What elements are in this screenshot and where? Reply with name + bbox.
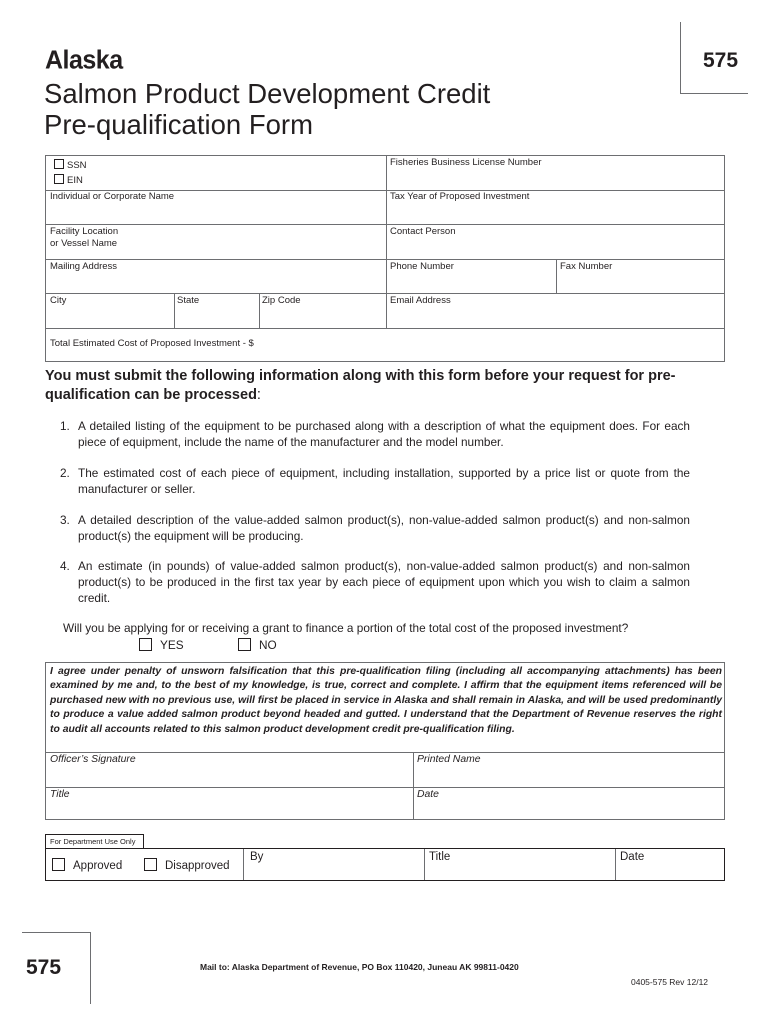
grid-divider (46, 224, 724, 225)
form-title-line-2: Pre-qualification Form (44, 109, 313, 140)
facility-label-line-2: or Vessel Name (50, 238, 118, 249)
grant-yes-label: YES (160, 638, 184, 652)
grid-divider (46, 259, 724, 260)
ein-checkbox[interactable] (54, 174, 64, 184)
requirement-number: 2. (60, 466, 70, 480)
ssn-label: SSN (67, 160, 87, 171)
requirement-number: 1. (60, 419, 70, 433)
grant-no-option[interactable] (238, 638, 277, 652)
fisheries-license-field[interactable]: Fisheries Business License Number (390, 157, 542, 168)
revision-number: 0405-575 Rev 12/12 (631, 977, 709, 987)
approved-option[interactable] (52, 858, 122, 872)
grant-no-checkbox[interactable] (238, 638, 251, 651)
grid-divider (46, 328, 724, 329)
grid-divider (259, 293, 260, 328)
state-field[interactable]: State (177, 295, 200, 306)
department-divider (615, 849, 616, 880)
department-date-field[interactable]: Date (620, 851, 645, 863)
declaration-box (45, 662, 725, 820)
name-field[interactable]: Individual or Corporate Name (50, 191, 175, 202)
declaration-divider (46, 752, 724, 753)
requirement-text: A detailed listing of the equipment to be purchased along with a description of what the equipment does. For each piece of equipment, include the name of the manufacturer and the model number. (78, 419, 690, 449)
facility-field[interactable] (50, 226, 118, 250)
approved-label: Approved (73, 860, 123, 872)
ein-option[interactable] (54, 174, 83, 187)
phone-field[interactable]: Phone Number (390, 261, 454, 272)
grid-divider (174, 293, 175, 328)
grant-yes-option[interactable] (139, 638, 184, 652)
city-field[interactable]: City (50, 295, 67, 306)
tax-year-field[interactable]: Tax Year of Proposed Investment (390, 191, 530, 202)
zip-field[interactable]: Zip Code (262, 295, 301, 306)
fax-field[interactable]: Fax Number (560, 261, 613, 272)
mailing-address-field[interactable]: Mailing Address (50, 261, 118, 272)
grant-yes-checkbox[interactable] (139, 638, 152, 651)
declaration-text: I agree under penalty of unsworn falsification that this pre-qualification filing (including all accompanying attachments) has been examined by me and, to the best of my knowledge, is true, correct and complete. I affirm that the equipment items referenced will be purchased new with no previous use, will first be placed in service in Alaska and shall remain in Alaska, and will be used predominantly to produce a value added salmon product beyond headed and gutted. I understand that the Department of Revenue reserves the right to audit all accounts related to this salmon product development credit pre-qualification filing. (50, 666, 722, 735)
form-number: 575 (703, 49, 739, 72)
requirement-text: A detailed description of the value-added salmon product(s), non-value-added salmon product(s) and non-salmon product(s) the equipment will be producing. (78, 513, 690, 543)
department-by-field[interactable]: By (250, 851, 264, 863)
date-field[interactable]: Date (417, 789, 439, 800)
requirement-text: An estimate (in pounds) of value-added salmon product(s), non-value-added salmon product(s) and non-salmon product(s) to be produced in the first tax year by each piece of equipment upon which you wish to claim a salmon credit. (78, 559, 690, 605)
disapproved-option[interactable] (144, 858, 230, 872)
department-use-box (45, 848, 725, 881)
officer-signature-field[interactable]: Officer’s Signature (50, 754, 136, 765)
grid-divider (46, 293, 724, 294)
grant-no-label: NO (259, 638, 277, 652)
contact-person-field[interactable]: Contact Person (390, 226, 456, 237)
ein-label: EIN (67, 175, 83, 186)
requirement-item (60, 418, 690, 450)
ssn-option[interactable] (54, 159, 87, 172)
approved-checkbox[interactable] (52, 858, 65, 871)
department-use-tab: For Department Use Only (45, 834, 144, 848)
declaration-divider (413, 752, 414, 819)
requirement-text: The estimated cost of each piece of equipment, including installation, supported by a price list or quote from the manufacturer or seller. (78, 466, 690, 496)
disapproved-checkbox[interactable] (144, 858, 157, 871)
printed-name-field[interactable]: Printed Name (417, 754, 481, 765)
requirement-number: 3. (60, 513, 70, 527)
mail-to-address: Mail to: Alaska Department of Revenue, PO Box 110420, Juneau AK 99811-0420 (200, 962, 519, 972)
applicant-info-grid (45, 155, 725, 362)
declaration-divider (46, 787, 724, 788)
footer-form-number: 575 (26, 956, 62, 979)
notice-colon: : (256, 387, 261, 403)
requirement-item (60, 512, 690, 544)
disapproved-label: Disapproved (165, 860, 230, 872)
total-cost-field[interactable]: Total Estimated Cost of Proposed Investment - $ (50, 338, 254, 349)
submission-notice (45, 367, 730, 405)
department-title-field[interactable]: Title (429, 851, 451, 863)
requirement-item (60, 465, 690, 497)
state-name: Alaska (45, 45, 123, 75)
grant-question: Will you be applying for or receiving a grant to finance a portion of the total cost of the proposed investment? (63, 621, 629, 635)
department-divider (424, 849, 425, 880)
form-title (44, 78, 490, 140)
notice-text: You must submit the following information along with this form before your request for pre-qualification can be processed (45, 368, 676, 403)
facility-label-line-1: Facility Location (50, 226, 119, 237)
ssn-checkbox[interactable] (54, 159, 64, 169)
title-field[interactable]: Title (50, 789, 70, 800)
requirement-number: 4. (60, 559, 70, 573)
department-divider (243, 849, 244, 880)
form-title-line-1: Salmon Product Development Credit (44, 78, 491, 109)
grid-divider (556, 259, 557, 293)
grid-divider (386, 156, 387, 328)
requirement-item (60, 558, 690, 606)
email-field[interactable]: Email Address (390, 295, 451, 306)
